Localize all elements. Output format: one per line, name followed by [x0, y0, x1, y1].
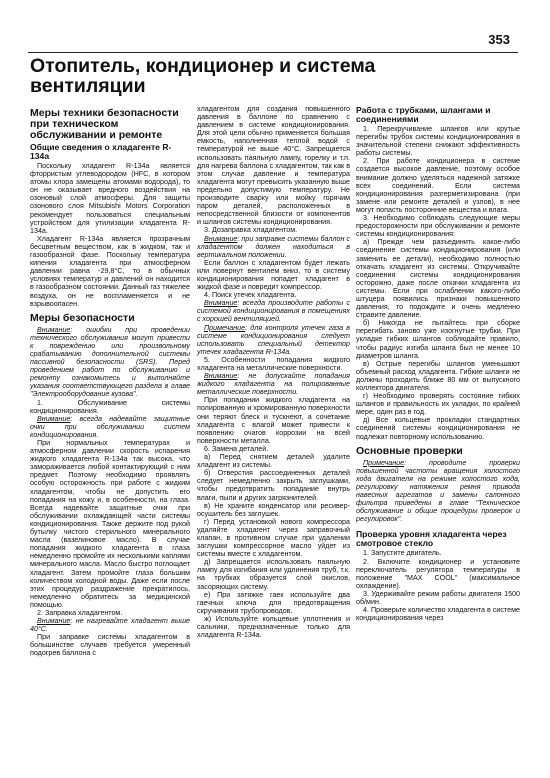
- paragraph: 2. При работе кондиционера в системе создается высокое давление, поэтому особое внимание должно уделяться надежной затяжке всех соединений. Если система кондиционирования разгерметизирована (при замене или ремонте деталей и узлов), в нее могут попасть посторонние вещества и влага.: [356, 157, 520, 214]
- column-1: [30, 108, 190, 658]
- paragraph: д) Все кольцевые прокладки стандартных соединений системы кондиционирования не подлежат повторному использованию.: [356, 416, 520, 441]
- paragraph: 4. Проверьте количество хладагента в системе кондиционирования через: [356, 606, 520, 623]
- column-3: [356, 104, 520, 622]
- paragraph: г) Необходимо проверять состояние гибких шлангов и правильность их укладки, по крайней мере, один раз в год.: [356, 392, 520, 417]
- paragraph: ж) Используйте кольцевые уплотнения и сальники, предназначенные только для хладагента R-134a.: [197, 614, 350, 640]
- paragraph: 6. Замена деталей.: [204, 444, 269, 453]
- note: [197, 324, 350, 356]
- chapter-title: Отопитель, кондиционер и система вентиляции: [30, 55, 376, 97]
- paragraph: 1. Обслуживание системы кондиционирования.: [30, 398, 190, 415]
- paragraph: 2. Заправка хладагентом.: [37, 608, 123, 617]
- warning-label: Внимание: [37, 414, 71, 423]
- section-heading-basic-checks: Основные проверки: [356, 444, 463, 457]
- paragraph: в) Острые перегибы шлангов уменьшают объемный расход хладагента. Гибкие шланги не должны проходить ближе 80 мм от выпускного коллектора двигателя.: [356, 359, 520, 392]
- paragraph: 1. Перекручивание шлангов или крутые перегибы трубок системы кондиционирования в значительной степени снижают эффективность работы системы.: [356, 125, 520, 158]
- subheading-pipes: Работа с трубками, шлангами и соединениями: [356, 105, 491, 124]
- section-heading-measures: Меры безопасности: [30, 311, 135, 324]
- paragraph: хладагентом для создания повышенного давления в баллоне по сравнению с давлением в системе кондиционирования. Для этой цели обычно применяется большая емкость, наполненная теплой водой с температурой не выше 40°C. Запрещается использовать паяльную лампу, горелку и т.п. для нагрева баллона с хладагентом, так как в этом случае давление и температура хладагента могут превысить указанную выше предельно допустимую температуру. Не производите сварку или мойку горячим паром деталей, расположенных в непосредственной близости от компонентов и шлангов системы кондиционирования.: [197, 105, 350, 227]
- note-label: Примечание: [363, 458, 405, 467]
- warning-label: Внимание: [37, 617, 71, 626]
- warning-note: [197, 372, 350, 396]
- paragraph: а) Перед снятием деталей удалите хладагент из системы.: [197, 453, 350, 470]
- note-text: : для контроля утечек газа в системе кондиционирования следует использовать специальный детектор утечек хладагента R-134a.: [197, 323, 350, 356]
- warning-text: : не допускайте попадания жидкого хладагента на полированные металлические поверхности.: [197, 372, 350, 397]
- warning-text: : не нагревайте хладагент выше 40°C.: [30, 617, 190, 634]
- paragraph: Если баллон с хладагентом будет лежать или повернут вентилем вниз, то в систему кондиционирования попадет хладагент в жидкой фазе и повредит компрессор.: [197, 258, 350, 292]
- paragraph: г) Перед установкой нового компрессора удаляйте хладагент через заправочный клапан, в противном случае при удалении заглушки компрессорное масло уйдет из системы вместе с хладагентом.: [197, 517, 350, 559]
- paragraph: При попадании жидкого хладагента на полированную и хромированную поверхности они теряют блеск и тускнеют, а сочетание хладагента с влагой может привести к появлению очагов коррозии на всей поверхности металла.: [197, 396, 350, 445]
- paragraph: 1. Запустите двигатель.: [363, 549, 442, 558]
- note-label: Примечание: [204, 323, 246, 332]
- subheading-level-check: Проверка уровня хладагента через смотровое стекло: [356, 529, 507, 549]
- warning-note: [30, 415, 190, 439]
- warning-text: : ошибки при проведении технического обслуживания могут привести к повреждению или произвольному срабатыванию дополнительной системы пассивной безопасности (SRS). Перед проведением работ по обслуживанию и ремонту ознакомьтесь и выполняйте указания соответствующего раздела в главе "Электрооборудование кузова".: [30, 325, 190, 399]
- paragraph: Хладагент R-134a является прозрачным бесцветным веществом, как в жидком, так и газообразной фазе. Поскольку температура кипения хладагента при атмосферном давлении равна -29,8°C, то в обычных условиях температур и давлений он находится в газообразном состоянии. Данный газ тяжелее воздуха, он не воспламеняется и не взрывоопасен.: [30, 234, 190, 308]
- paragraph: б) Отверстия рассоединенных деталей следует немедленно закрыть заглушками, чтобы предотвратить попадание внутрь влаги, пыли и других загрязнителей.: [197, 469, 350, 502]
- paragraph: 2. Включите кондиционер и установите переключатель регулятора температуры в положение "MAX COOL" (максимальное охлаждение).: [356, 557, 520, 590]
- column-2: [197, 105, 350, 639]
- note-text: : проводите проверки повышенной частоты вращения холостого хода двигателя на режиме холостого хода, регулировку натяжения ремня привода навесных агрегатов и замены салонного фильтра приведены в главе "Техническое обслуживание и общие процедуры проверок и регулировок".: [356, 458, 520, 524]
- warning-note: [197, 299, 350, 323]
- paragraph: При заправке системы хладагентом в большинстве случаев требуется умеренный подогрев баллона с: [30, 633, 190, 658]
- warning-note: [30, 617, 190, 633]
- header-rule: [28, 52, 518, 53]
- subheading-refrigerant-general: Общие сведения о хладагенте R-134a: [30, 142, 172, 161]
- paragraph: Поскольку хладагент R-134a является фторристым углеводородом (HFC, в котором атомы хлора замещены атомами водорода), то он не оказывает вредного воздействия на озоновый слой атмосферы. Для защиты озонового слоя Mitsubishi Motors Corporation рекомендует пользоваться специальным устройством для утилизации хладагента R-134a.: [30, 162, 190, 235]
- paragraph: 3. Необходимо соблюдать следующие меры предосторожности при обслуживании и ремонте системы кондиционирования:: [356, 214, 520, 239]
- paragraph: 3. Дозаправка хладагентом.: [204, 226, 298, 235]
- warning-label: Внимание: [204, 372, 238, 381]
- note: [356, 459, 520, 524]
- warning-note: [197, 235, 350, 259]
- section-heading-safety: Меры техники безопасности при техническом обслуживании и ремонте: [30, 107, 179, 141]
- paragraph: в) Не храните конденсатор или ресивер-осушитель без заглушек.: [197, 501, 350, 518]
- paragraph: При нормальных температурах и атмосферном давлении скорость испарения жидкого хладагента R-134a так высока, что замораживается любой контактирующий с ним предмет. Поэтому необходимо проявлять особую осторожность при работе с жидким хладагентом, чтобы не допустить его попадания на кожу и, в особенности, на глаза. Всегда надевайте защитные очки при обслуживании охлаждающей части системы кондиционирования. Также держите под рукой бутылку чистого стерильного минерального масла (вазелиновое масло). В случае попадания жидкого хладагента в глаза немедленно промойте их несколькими каплями минерального масла. Масло быстро поглощает хладагент. Затем промойте глаза большим количеством холодной воды. Даже если после этих процедур раздражение прекратилось, немедленно обратитесь за медицинской помощью.: [30, 439, 190, 609]
- warning-text: : всегда надевайте защитные очки при обслуживании систем кондиционирования.: [30, 414, 190, 439]
- paragraph: 4. Поиск утечек хладагента.: [204, 291, 297, 300]
- paragraph: 3. Удерживайте режим работы двигателя 1500 об/мин.: [356, 589, 520, 606]
- warning-label: Внимание: [204, 234, 238, 243]
- paragraph: д) Запрещается использовать паяльную лампу для изгибания или удлинения труб, т.к. на трубках образуется слой окислов, засоряющих систему.: [197, 558, 350, 591]
- warning-text: : при заправке системы баллон с хладагентом должен находиться в вертикальном положении.: [197, 234, 350, 259]
- paragraph: е) При затяжке гаек используйте два гаечных ключа для предотвращения скручивания трубопроводов.: [197, 590, 350, 615]
- warning-note: [30, 326, 190, 399]
- warning-label: Внимание: [37, 325, 71, 334]
- paragraph: а) Прежде чем разъединить какое-либо соединение системы кондиционирования (или заменить ее детали), необходимо полностью откачать хладагент из системы. Откручивайте соединения системы кондиционирования осторожно, даже после откачки хладагента из системы. Если при ослаблении какого-либо штуцера появились признаки повышенного давления, то подождите и очень медленно стравите давление.: [356, 238, 520, 320]
- paragraph: б) Никогда не пытайтесь при сборке перегибать заново уже изогнутые трубки. При укладке гибких шлангов соблюдайте правило, чтобы радиус изгиба шланга был не менее 10 диаметров шланга.: [356, 319, 520, 360]
- warning-text: : всегда производите работы с системой кондиционирования в помещениях с хорошей вентиляцией.: [197, 299, 350, 324]
- page-number: 353: [488, 32, 510, 47]
- paragraph: 5. Особенности попадания жидкого хладагента на металлические поверхности.: [197, 355, 350, 372]
- warning-label: Внимание: [204, 299, 238, 308]
